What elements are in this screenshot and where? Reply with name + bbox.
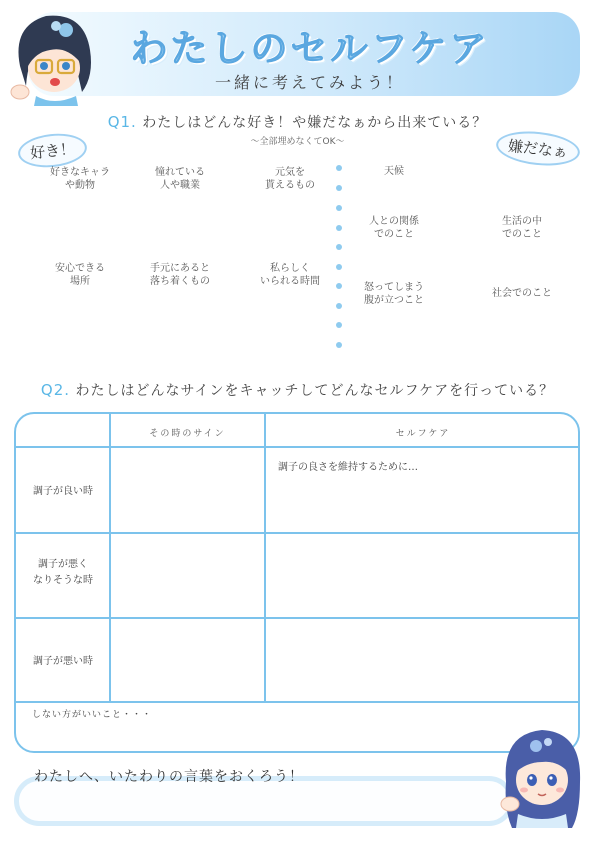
care-cell-good[interactable] [266,448,580,532]
dislike-item: 社会でのこと [492,288,552,299]
divider-dot [336,165,342,171]
divider-dot [336,303,342,309]
like-item: 元気を 貰えるもの [265,167,315,191]
character-glasses-illustration [6,6,98,106]
divider-dot [336,322,342,328]
row-label-getting-worse: 調子が悪く なりそうな時 [33,559,93,586]
care-cell-getting-worse[interactable] [266,534,580,617]
question-2-number: Q2. [40,381,71,399]
like-tag: 好き！ [16,130,88,170]
row-label-bad: 調子が悪い時 [33,656,93,667]
divider-dot [336,264,342,270]
divider-dot [336,283,342,289]
divider-dot [336,244,342,250]
like-item: 好きなキャラ や動物 [50,167,110,191]
dislike-tag: 嫌だなぁ [495,128,582,170]
like-item: 私らしく いられる時間 [260,263,320,287]
column-header-selfcare: セルフケア [395,429,451,439]
question-1-note: 〜全部埋めなくてOK〜 [250,137,345,147]
character-longhair-illustration [496,724,588,828]
like-item: 安心できる 場所 [55,263,105,287]
question-2 [0,380,595,400]
dislike-item: 天候 [384,166,404,177]
question-1-text: わたしはどんな好き！や嫌だなぁから出来ている？ [142,115,488,131]
column-header-sign: その時のサイン [149,429,226,439]
message-title: わたしへ、いたわりの言葉をおくろう！ [34,769,304,785]
page-subtitle: 一緒に考えてみよう！ [214,73,405,92]
sign-cell-bad[interactable] [111,619,264,701]
care-cell-good-prompt: 調子の良さを維持するために… [278,462,418,473]
dislike-item: 怒ってしまう 腹が立つこと [364,282,424,306]
avoid-note: しない方がいいこと・・・ [32,710,153,720]
divider-dot [336,342,342,348]
dislike-item: 生活の中 でのこと [502,216,542,240]
divider-dot [336,225,342,231]
selfcare-table [14,412,580,753]
question-1 [0,112,595,132]
divider-dot [336,205,342,211]
dislike-item: 人との関係 でのこと [369,216,419,240]
like-item: 憧れている 人や職業 [155,167,205,191]
sign-cell-good[interactable] [111,448,264,532]
care-cell-bad[interactable] [266,619,580,701]
page-title: わたしのセルフケア [130,27,490,70]
divider-dot [336,185,342,191]
row-label-good: 調子が良い時 [33,486,93,497]
sign-cell-getting-worse[interactable] [111,534,264,617]
question-1-number: Q1. [107,113,137,131]
question-2-text: わたしはどんなサインをキャッチしてどんなセルフケアを行っている？ [75,383,555,399]
like-item: 手元にあると 落ち着くもの [150,263,210,287]
